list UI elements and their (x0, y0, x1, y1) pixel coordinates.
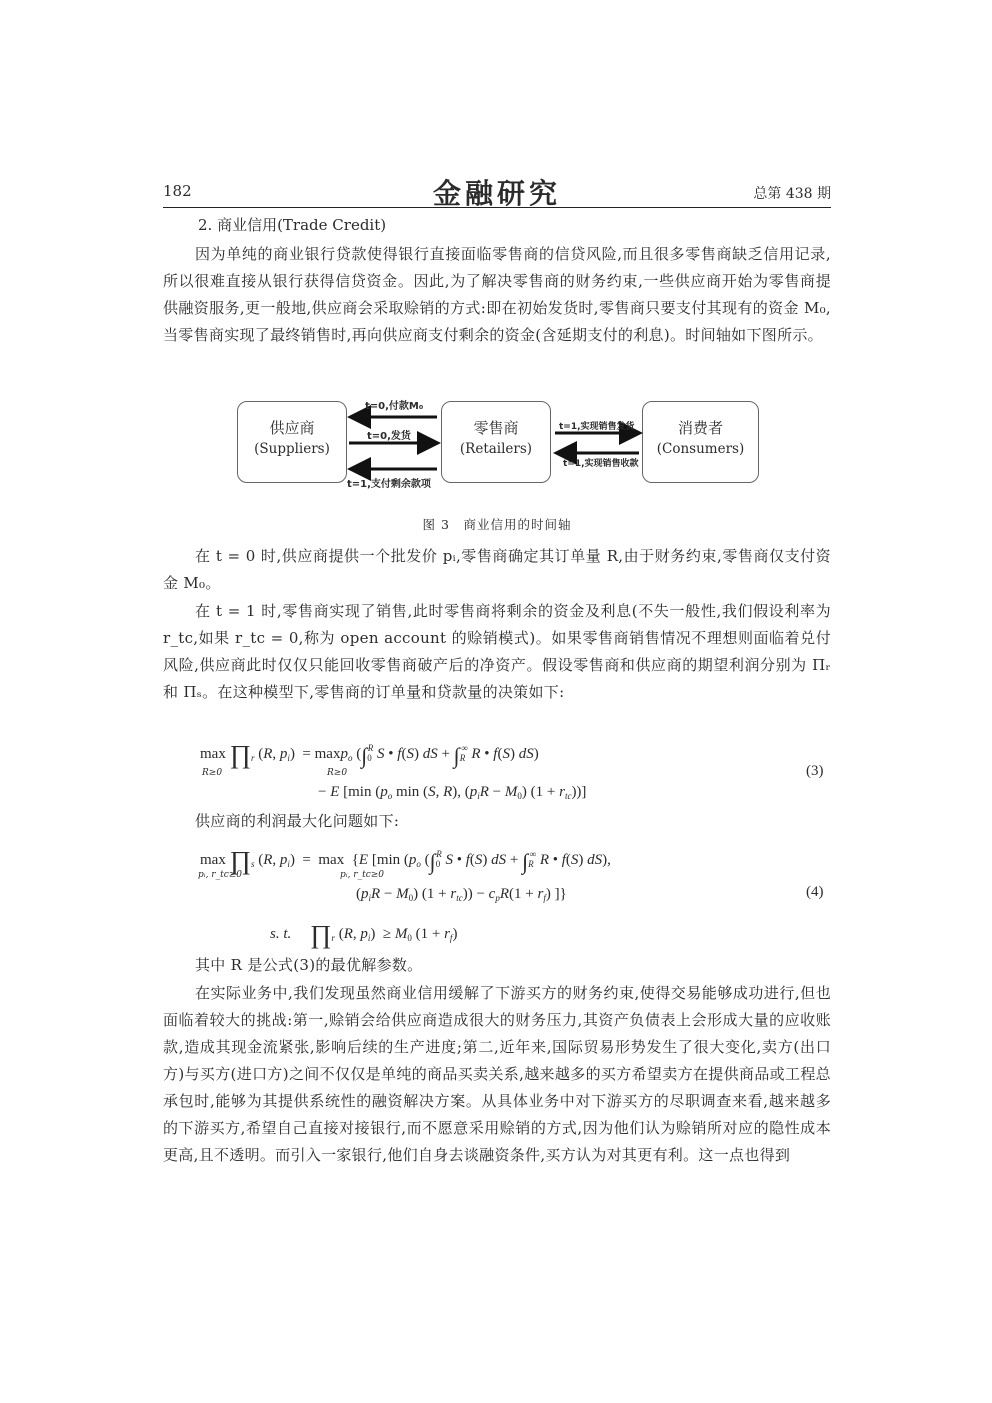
st-label: s. t. (270, 926, 292, 942)
retailers-label: 零售商 (473, 419, 519, 437)
diagram-arrows (237, 393, 759, 493)
equation-4-number: (4) (806, 884, 824, 900)
paragraph-4: 供应商的利润最大化问题如下: (195, 812, 400, 830)
arrow-label-payment: t=0,付款M₀ (365, 401, 424, 412)
equation-3-number: (3) (806, 763, 824, 779)
journal-title: 金融研究 (432, 177, 561, 210)
suppliers-label: 供应商 (269, 419, 315, 437)
retailers-label-en: (Retailers) (459, 441, 533, 457)
arrow-label-sale-ship: t=1,实现销售发货 (559, 422, 635, 432)
paragraph-6: 在实际业务中,我们发现虽然商业信用缓解了下游买方的财务约束,使得交易能够成功进行,但也面临着较大的挑战:第一,赊销会给供应商造成很大的财务压力,其资产负债表上会形成大量的应收账款,造成其现金流紧张,影响后续的生产进度;第二,近年来,国际贸易形势发生了很大变化,卖方(出口方)与买方(进口方)之间不仅仅是单纯的商品买卖关系,越来越多的买方希望卖方在提供商品或工程总承包时,能够为其提供系统性的融资解决方案。从具体业务中对下游买方的尽职调查来看,越来越多的下游买方,希望自己直接对接银行,而不愿意采用赊销的方式,因为他们认为赊销所对应的隐性成本更高,且不透明。而引入一家银行,他们自身去谈融资条件,买方认为对其更有利。这一点也得到 (163, 984, 831, 1164)
paragraph-5: 其中 R 是公式(3)的最优解参数。 (195, 956, 423, 974)
eq4-sub-1: pᵢ, r_tc≥0 (198, 870, 243, 880)
figure-caption: 图 3 商业信用的时间轴 (422, 517, 572, 532)
page-header (163, 174, 831, 210)
equation-4-constraint: s. t. $\prod_r$ (R, $p_i) \ge M_0$ $(1 + r_f)$ (270, 920, 458, 949)
paragraph-3: 在 t = 1 时,零售商实现了销售,此时零售商将剩余的资金及利息(不失一般性,我们假设利率为 r_tc,如果 r_tc = 0,称为 open account 的赊销模式)。如果零售商销售情况不理想则面临着兑付风险,供应商此时仅仅只能回收零售商破产后的净资产。假设零售商和供应商的期望利润分别为 Πᵣ 和 Πₛ。在这种模型下,零售商的订单量和贷款量的决策如下: (163, 602, 831, 701)
timeline-diagram (237, 393, 759, 493)
issue-number: 总第 438 期 (753, 186, 831, 202)
paragraph-1: 因为单纯的商业银行贷款使得银行直接面临零售商的信贷风险,而且很多零售商缺乏信用记录,所以很难直接从银行获得信贷资金。因此,为了解决零售商的财务约束,一些供应商开始为零售商提供融资服务,更一般地,供应商会采取赊销的方式:即在初始发货时,零售商只要支付其现有的资金 M₀,当零售商实现了最终销售时,再向供应商支付剩余的资金(含延期支付的利息)。时间轴如下图所示。 (163, 245, 831, 344)
section-title: 2. 商业信用(Trade Credit) (198, 216, 387, 234)
arrow-label-ship: t=0,发货 (367, 431, 411, 442)
consumers-label: 消费者 (677, 419, 723, 437)
eq4-sub-2: pᵢ, r_tc≥0 (340, 870, 385, 880)
consumers-label-en: (Consumers) (656, 441, 745, 457)
equation-3-line-2: − E [min ($p_o$ min (S, R), $(p_iR - M_0) (1 + r_{tc})$)] (318, 784, 587, 801)
arrow-label-sale-receive: t=1,实现销售收款 (563, 459, 639, 469)
eq3-sub-1: R≥0 (202, 768, 223, 778)
equation-4-line-2: $(p_iR - M_0) (1 + r_{tc})) - c_pR(1 + r_f)$ ]} (356, 886, 567, 903)
eq3-sub-2: R≥0 (327, 768, 348, 778)
equation-3-line-1: $\max \prod_r$ (R, $p_i) = \max p_o$ ($\int_0^R$ S • f(S) dS + $\int_R^\infty$ R • f(S) dS) (200, 740, 539, 769)
page-number: 182 (163, 182, 192, 200)
equation-4-line-1: $\max \prod_s$ (R, $p_i) = \max \{E$ [min ($p_o$ ($\int_0^R$ S • f(S) dS + $\int_R^\infty$ R • f(S) dS), (200, 846, 611, 875)
paragraph-2: 在 t = 0 时,供应商提供一个批发价 pᵢ,零售商确定其订单量 R,由于财务约束,零售商仅支付资金 M₀。 (163, 547, 831, 592)
header-rule (163, 207, 831, 208)
suppliers-label-en: (Suppliers) (254, 441, 330, 457)
arrow-label-remaining: t=1,支付剩余款项 (347, 479, 431, 490)
